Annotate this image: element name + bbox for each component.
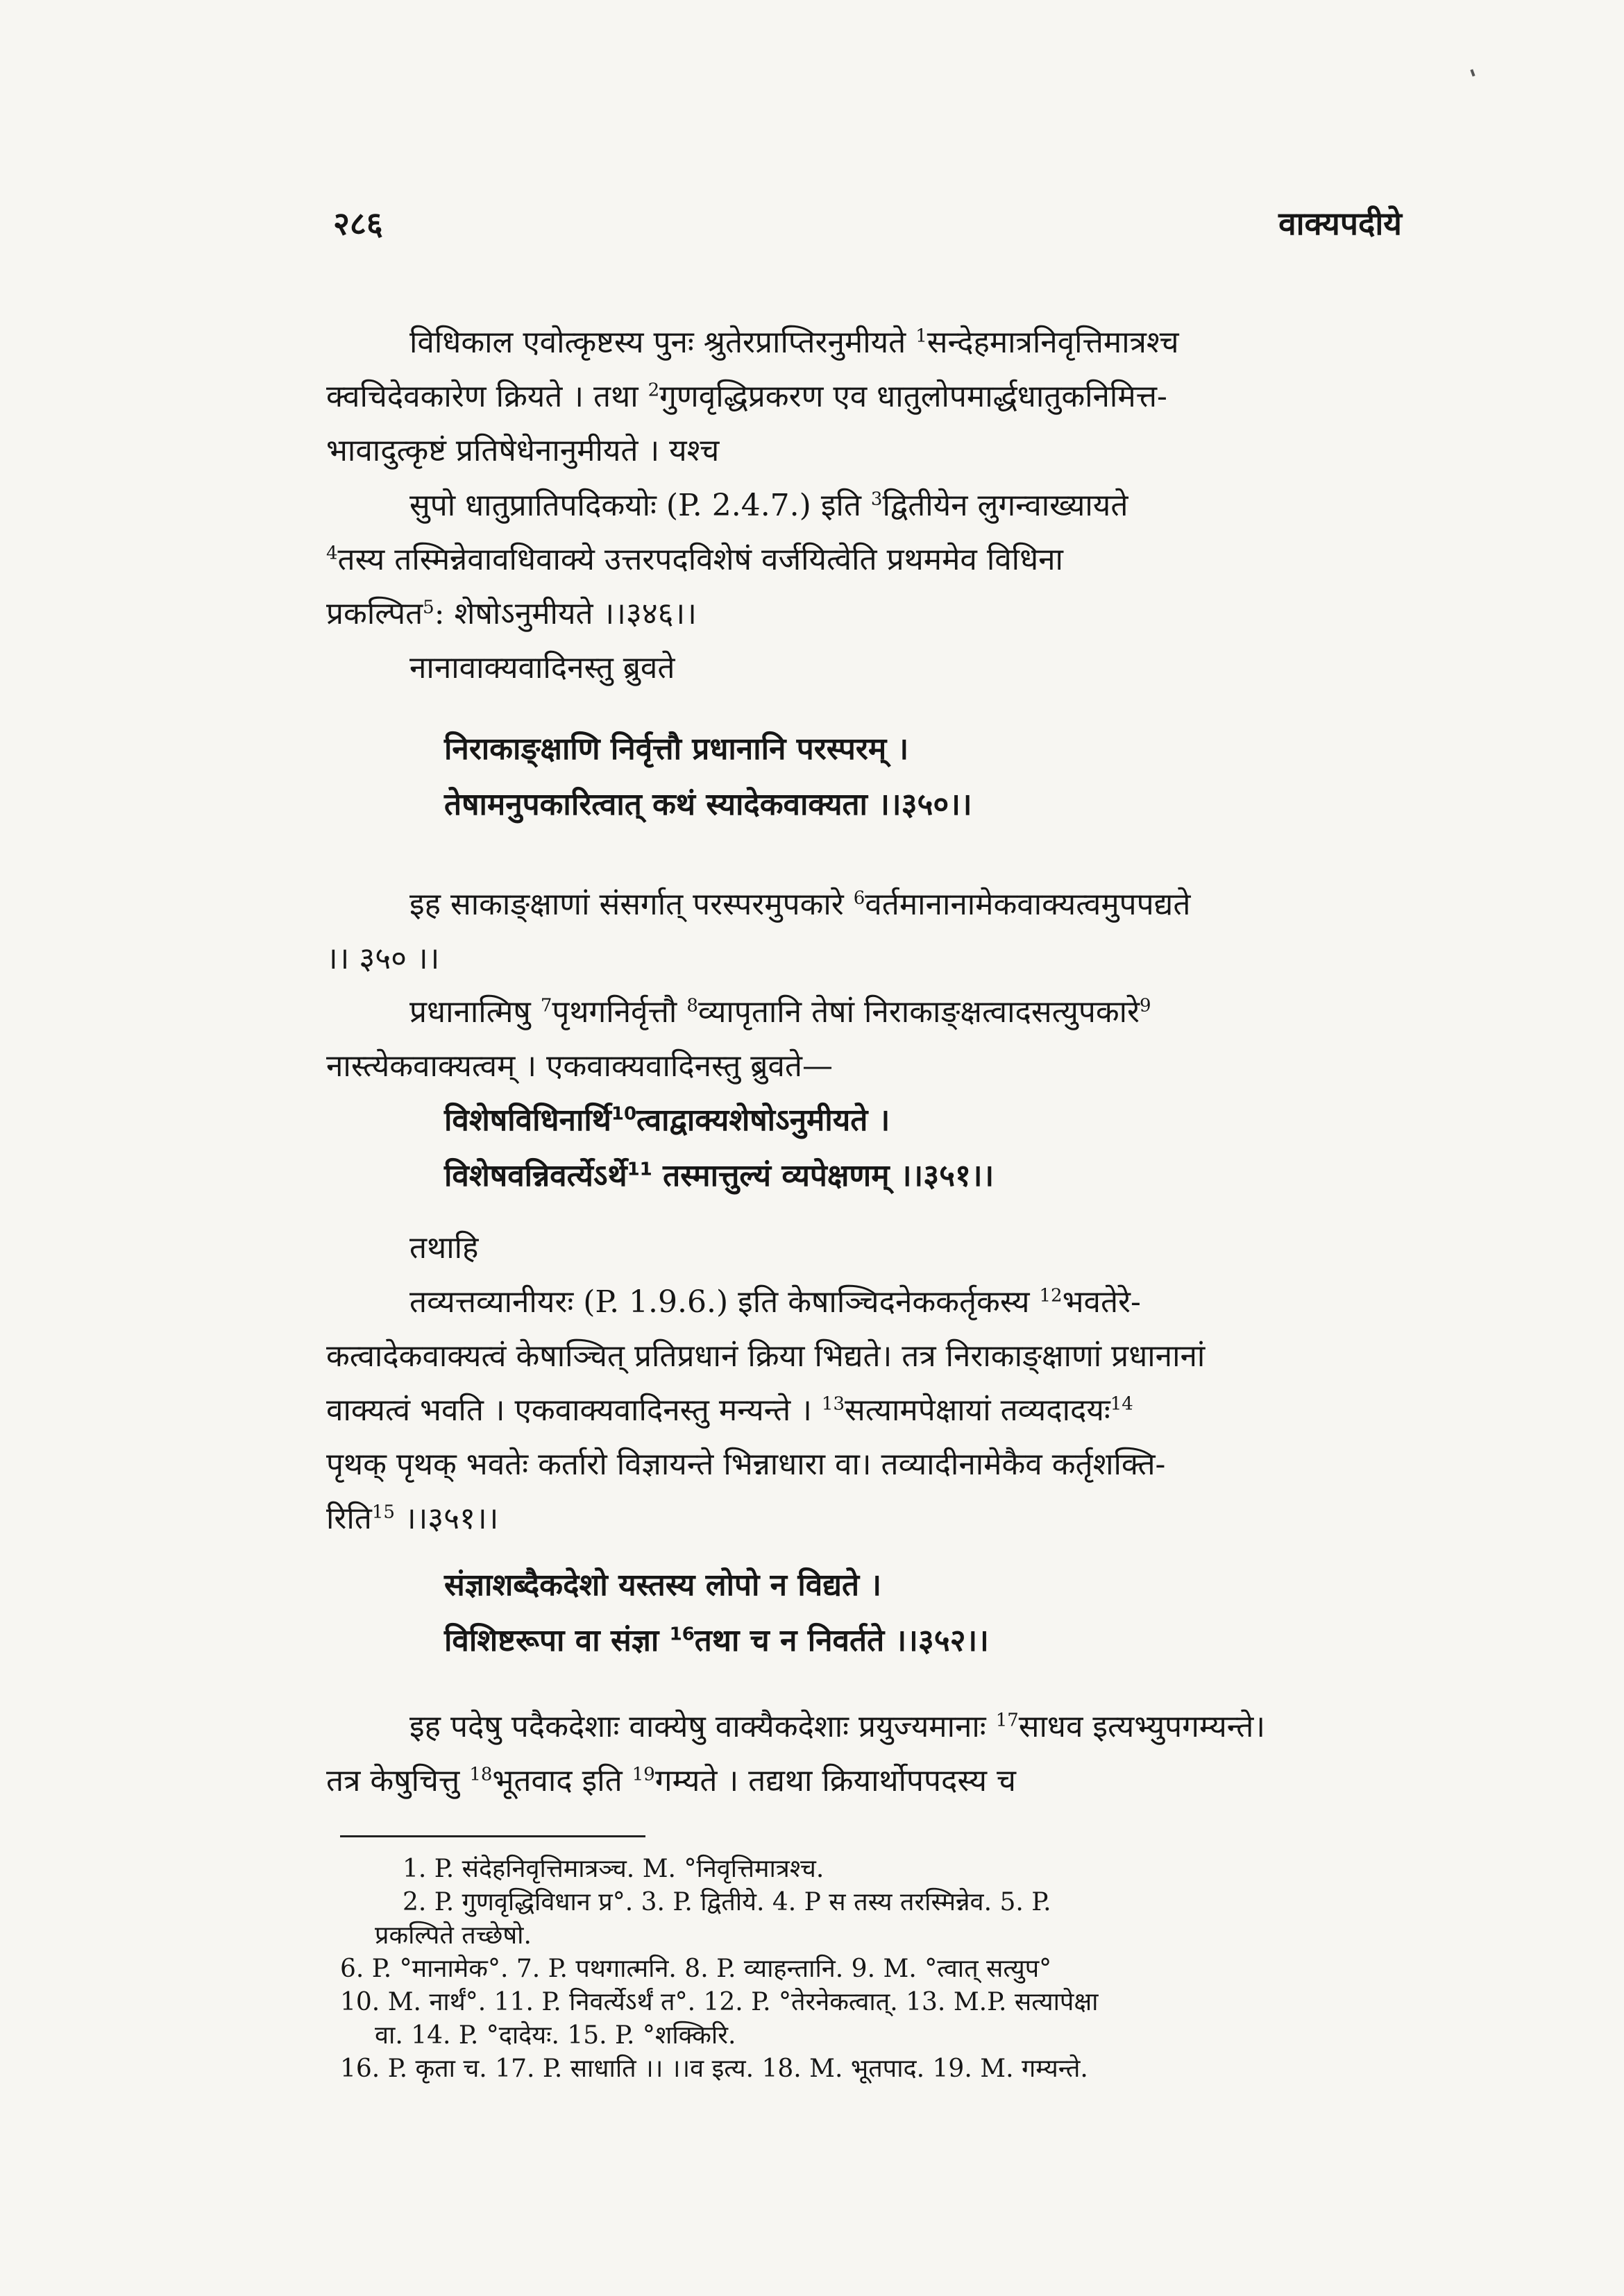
scan-speck	[1470, 69, 1475, 77]
verse-line: तेषामनुपकारित्वात् कथं स्यादेकवाक्यता ।।३५०।।	[444, 787, 972, 822]
footnote-ref: 5	[423, 597, 434, 618]
verse-351	[444, 1093, 1416, 1204]
footnote-ref: 11	[627, 1159, 652, 1180]
text-line: $^4$तस्य तस्मिन्नेवावधिवाक्ये उत्तरपदविशेषं वर्जयित्वेति प्रथममेव विधिना	[326, 542, 1063, 577]
footnote-divider	[340, 1835, 645, 1837]
footnote-ref: 9	[1140, 995, 1151, 1017]
text-line: विधिकाल एवोत्कृष्टस्य पुनः श्रुतेरप्राप्तिरनुमीयते $^1$सन्देहमात्रनिवृत्तिमात्रश्च	[409, 325, 1179, 360]
footnote-line: 1. P. संदेहनिवृत्तिमात्रञ्च. M. °निवृत्तिमात्रश्च.	[403, 1855, 824, 1883]
text-line: कत्वादेकवाक्यत्वं केषाञ्चित् प्रतिप्रधानं क्रिया भिद्यते। तत्र निराकाङ्क्षाणां प्रधानानां	[326, 1338, 1206, 1374]
text-line: इह साकाङ्क्षाणां संसर्गात् परस्परमुपकारे $^6$वर्तमानानामेकवाक्यत्वमुपपद्यते	[409, 887, 1191, 922]
verse-line: विशिष्टरूपा वा संज्ञा $^{16}$तथा च न निवर्तते ।।३५२।।	[444, 1623, 989, 1658]
footnote-ref: 2	[648, 380, 660, 401]
footnote-ref: 17	[995, 1710, 1019, 1731]
text-line: रिति$^{15}$ ।।३५१।।	[326, 1501, 499, 1536]
footnote-line: 2. P. गुणवृद्धिविधान प्र°. 3. P. द्वितीये. 4. P स तस्य तरस्मिन्नेव. 5. P.	[403, 1888, 1051, 1916]
verse-line: निराकाङ्क्षाणि निर्वृत्तौ प्रधानानि परस्परम् ।	[444, 731, 909, 767]
text-line: सुपो धातुप्रातिपदिकयोः (P. 2.4.7.) इति $^3$द्वितीयेन लुगन्वाख्यायते	[409, 488, 1128, 523]
commentary-paragraph-5	[326, 1221, 1409, 1546]
text-line: प्रधानात्मिषु $^7$पृथगनिर्वृत्तौ $^8$व्यापृतानि तेषां निराकाङ्क्षत्वादसत्युपकारे$^9$	[409, 994, 1151, 1030]
footnote-line: 16. P. कृता च. 17. P. साधाति ।। ।।व इत्य. 18. M. भूतपाद. 19. M. गम्यन्ते.	[340, 2055, 1088, 2083]
running-title: वाक्यपदीये	[1278, 205, 1402, 242]
text-line: पृथक् पृथक् भवतेः कर्तारो विज्ञायन्ते भिन्नाधारा वा। तव्यादीनामेकैव कर्तृशक्ति-	[326, 1447, 1166, 1482]
footnote-ref: 7	[540, 995, 552, 1017]
commentary-paragraph-6	[326, 1700, 1409, 1808]
footnote-ref: 6	[853, 887, 865, 909]
footnote-ref: 10	[611, 1103, 637, 1125]
footnote-ref: 13	[821, 1393, 845, 1415]
text-line: ।। ३५० ।।	[326, 941, 440, 976]
verse-350	[444, 722, 1416, 833]
footnotes	[340, 1853, 1416, 2086]
footnote-line: वा. 14. P. °दादेयः. 15. P. °शक्किरि.	[375, 2021, 736, 2050]
commentary-paragraph-4	[326, 985, 1409, 1094]
footnote-ref: 18	[469, 1764, 493, 1785]
text-line: तथाहि	[409, 1230, 479, 1266]
text-line: नास्त्येकवाक्यत्वम् । एकवाक्यवादिनस्तु ब्रुवते—	[326, 1048, 833, 1084]
footnote-line: 6. P. °मानामेक°. 7. P. पथगात्मनि. 8. P. व्याहन्तानि. 9. M. °त्वात् सत्युप°	[340, 1955, 1052, 1983]
footnote-ref: 15	[371, 1502, 395, 1523]
footnote-ref: 1	[915, 325, 927, 347]
footnote-ref: 3	[870, 488, 883, 510]
commentary-paragraph-3	[326, 878, 1409, 986]
footnote-ref: 14	[1110, 1393, 1133, 1415]
footnote-ref: 16	[669, 1624, 695, 1645]
verse-line: विशेषवन्निवर्त्येऽर्थे$^{11}$ तस्मात्तुल्यं व्यपेक्षणम् ।।३५१।।	[444, 1158, 995, 1193]
verse-line: संज्ञाशब्दैकदेशो यस्तस्य लोपो न विद्यते ।	[444, 1567, 882, 1603]
commentary-paragraph-1	[326, 316, 1409, 478]
text-line: तत्र केषुचित्तु $^{18}$भूतवाद इति $^{19}$गम्यते । तद्यथा क्रियार्थोपपदस्य च	[326, 1763, 1016, 1798]
text-line: प्रकल्पित$^5$: शेषोऽनुमीयते ।।३४६।।	[326, 596, 697, 631]
footnote-ref: 19	[632, 1764, 655, 1785]
verse-352	[444, 1558, 1416, 1669]
page-number: २८६	[333, 205, 383, 242]
text-line: इह पदेषु पदैकदेशाः वाक्येषु वाक्यैकदेशाः प्रयुज्यमानाः $^{17}$साधव इत्यभ्युपगम्यन्ते।	[409, 1709, 1266, 1744]
footnote-ref: 12	[1039, 1285, 1063, 1307]
text-line: वाक्यत्वं भवति । एकवाक्यवादिनस्तु मन्यन्ते । $^{13}$सत्यामपेक्षायां तव्यदादयः$^{14}$	[326, 1393, 1133, 1428]
footnote-ref: 8	[686, 995, 698, 1017]
footnote-ref: 4	[326, 543, 338, 564]
footnote-line: 10. M. नार्थं°. 11. P. निवर्त्येऽर्थं त°. 12. P. °तेरनेकत्वात्. 13. M.P. सत्यापेक्षा	[340, 1988, 1099, 2016]
commentary-paragraph-2	[326, 479, 1409, 695]
text-line: भावादुत्कृष्टं प्रतिषेधेनानुमीयते । यश्च	[326, 433, 720, 468]
text-line: तव्यत्तव्यानीयरः (P. 1.9.6.) इति केषाञ्चिदनेककर्तृकस्य $^{12}$भवतेरे-	[409, 1284, 1141, 1320]
text-line: नानावाक्यवादिनस्तु ब्रुवते	[409, 650, 675, 686]
verse-line: विशेषविधिनार्थि$^{10}$त्वाद्वाक्यशेषोऽनुमीयते ।	[444, 1103, 890, 1138]
text-line: क्वचिदेवकारेण क्रियते । तथा $^2$गुणवृद्धिप्रकरण एव धातुलोपमार्द्धधातुकनिमित्त-	[326, 379, 1167, 414]
footnote-line: प्रकल्पिते तच्छेषो.	[375, 1921, 532, 1950]
